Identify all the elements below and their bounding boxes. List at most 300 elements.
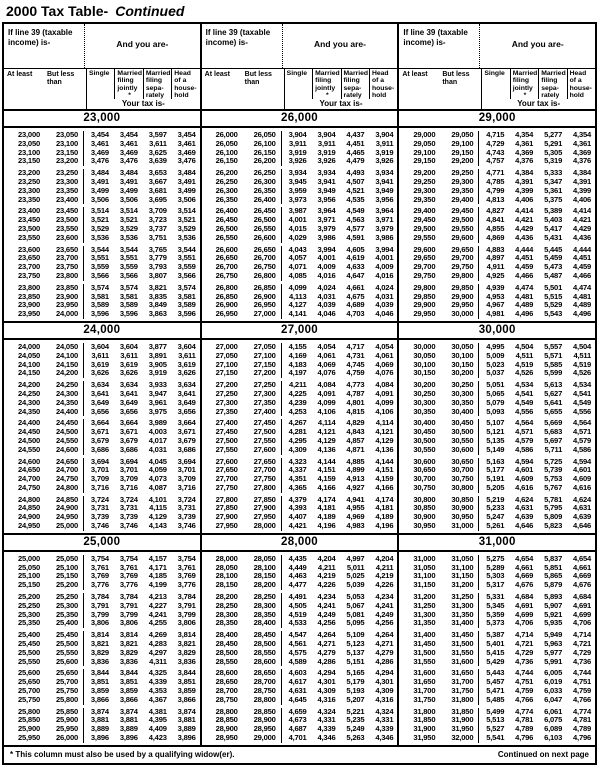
cell-tax-married-separate: 4,717 — [346, 341, 365, 351]
cell-but-less-than: 31,150 — [451, 571, 474, 581]
cell-but-less-than: 31,650 — [451, 668, 474, 678]
cell-at-least: 25,750 — [17, 694, 40, 704]
your-tax-is-label: Your tax is- — [87, 99, 200, 109]
cell-at-least: 31,000 — [413, 553, 436, 563]
cell-tax-married-joint: 3,574 — [119, 282, 138, 292]
cell-tax-head-household: 4,121 — [375, 427, 394, 437]
cell-tax-married-joint: 3,686 — [119, 444, 138, 454]
cell-but-less-than: 27,100 — [253, 350, 276, 360]
cell-tax-married-separate: 6,033 — [544, 686, 563, 696]
cell-tax-single: 5,177 — [486, 465, 505, 475]
cell-at-least: 23,200 — [17, 168, 40, 178]
cell-tax-married-joint: 3,634 — [119, 380, 138, 390]
cell-at-least: 27,250 — [215, 388, 238, 398]
cell-but-less-than: 32,000 — [451, 733, 474, 743]
tax-values — [83, 408, 200, 417]
cell-at-least: 30,100 — [413, 359, 436, 369]
cell-tax-married-joint: 3,799 — [119, 609, 138, 619]
cell-tax-single: 3,761 — [90, 562, 109, 572]
cell-tax-single: 3,769 — [90, 571, 109, 581]
cell-but-less-than: 25,350 — [55, 609, 78, 619]
cell-tax-head-household: 4,061 — [375, 350, 394, 360]
cell-tax-married-separate: 5,949 — [544, 630, 563, 640]
cell-at-least: 30,350 — [413, 406, 436, 416]
cell-tax-single: 3,821 — [90, 639, 109, 649]
cell-at-least: 30,900 — [413, 512, 436, 522]
cell-at-least: 31,850 — [413, 715, 436, 725]
cell-tax-single: 3,634 — [90, 380, 109, 390]
cell-tax-head-household: 3,656 — [177, 406, 196, 416]
cell-tax-married-separate: 5,585 — [544, 359, 563, 369]
cell-tax-single: 3,739 — [90, 512, 109, 522]
cell-at-least: 29,350 — [413, 194, 436, 204]
cell-at-least: 23,800 — [17, 282, 40, 292]
cell-tax-head-household: 4,631 — [573, 503, 592, 513]
cell-tax-head-household: 4,136 — [375, 444, 394, 454]
cell-at-least: 24,500 — [17, 435, 40, 445]
cell-at-least: 28,100 — [215, 571, 238, 581]
cell-tax-single: 3,491 — [90, 176, 109, 186]
cell-but-less-than: 29,200 — [451, 156, 474, 166]
row-cluster — [4, 284, 200, 319]
cell-but-less-than: 23,900 — [55, 291, 78, 301]
cell-tax-married-joint: 4,699 — [515, 609, 534, 619]
cell-at-least: 23,100 — [17, 147, 40, 157]
block-header: 31,000 — [399, 535, 595, 552]
cell-tax-single: 5,247 — [486, 512, 505, 522]
cell-tax-head-household: 4,114 — [375, 418, 394, 428]
cell-tax-married-separate: 3,779 — [148, 253, 167, 263]
cell-but-less-than: 26,350 — [253, 185, 276, 195]
row-cluster — [202, 169, 398, 204]
cell-but-less-than: 25,900 — [55, 715, 78, 725]
cell-tax-married-separate: 3,709 — [148, 206, 167, 216]
cell-tax-married-separate: 5,627 — [544, 388, 563, 398]
cell-tax-married-separate: 5,795 — [544, 503, 563, 513]
block-header: 28,000 — [202, 535, 398, 552]
tax-values — [478, 196, 595, 205]
cell-tax-married-joint: 4,669 — [515, 571, 534, 581]
tax-values — [281, 369, 398, 378]
cell-at-least: 28,250 — [215, 600, 238, 610]
cell-tax-head-household: 4,159 — [375, 474, 394, 484]
cell-tax-married-joint: 4,601 — [515, 465, 534, 475]
table-row — [202, 272, 398, 281]
table-row — [399, 658, 595, 667]
cell-tax-single: 3,874 — [90, 706, 109, 716]
cell-tax-single: 5,429 — [486, 656, 505, 666]
cell-tax-head-household: 3,679 — [177, 435, 196, 445]
cell-tax-head-household: 3,761 — [177, 562, 196, 572]
cell-at-least: 25,400 — [17, 630, 40, 640]
cell-tax-married-separate: 4,885 — [346, 456, 365, 466]
cell-tax-single: 5,289 — [486, 562, 505, 572]
cell-at-least: 26,350 — [215, 194, 238, 204]
cell-tax-head-household: 4,796 — [573, 733, 592, 743]
cell-tax-married-separate: 4,031 — [148, 444, 167, 454]
cell-tax-head-household: 4,789 — [573, 724, 592, 734]
cell-at-least: 28,150 — [215, 580, 238, 590]
cell-at-least: 24,550 — [17, 444, 40, 454]
cell-tax-single: 3,754 — [90, 553, 109, 563]
cell-tax-married-separate: 4,661 — [346, 282, 365, 292]
cell-tax-married-joint: 3,971 — [317, 215, 336, 225]
cell-tax-single: 5,009 — [486, 350, 505, 360]
cell-tax-married-joint: 3,664 — [119, 418, 138, 428]
cell-tax-single: 5,415 — [486, 647, 505, 657]
header-columns-row — [4, 69, 200, 109]
cell-tax-head-household: 4,706 — [573, 618, 592, 628]
cell-at-least: 31,900 — [413, 724, 436, 734]
cell-but-less-than: 26,750 — [253, 262, 276, 272]
cell-at-least: 27,400 — [215, 418, 238, 428]
cell-but-less-than: 26,600 — [253, 232, 276, 242]
col-header-married-filing-separately: Married filing sepa- rately — [341, 69, 369, 109]
cell-tax-head-household: 4,534 — [573, 380, 592, 390]
cell-tax-married-separate: 3,597 — [148, 130, 167, 139]
cell-tax-head-household: 4,474 — [573, 282, 592, 292]
cell-at-least: 30,750 — [413, 482, 436, 492]
cell-but-less-than: 24,100 — [55, 350, 78, 360]
cell-tax-married-separate: 5,557 — [544, 341, 563, 351]
cell-tax-head-household: 3,746 — [177, 521, 196, 531]
cell-tax-married-separate: 4,787 — [346, 388, 365, 398]
cell-tax-married-joint: 3,521 — [119, 215, 138, 225]
cell-tax-married-separate: 5,137 — [346, 647, 365, 657]
cell-tax-head-household: 3,484 — [177, 168, 196, 178]
cell-tax-single: 3,536 — [90, 232, 109, 242]
table-row — [4, 408, 200, 417]
cell-tax-single: 3,746 — [90, 521, 109, 531]
cell-tax-married-separate: 5,235 — [346, 715, 365, 725]
cell-but-less-than: 26,100 — [253, 138, 276, 148]
cell-at-least: 30,550 — [413, 444, 436, 454]
cell-at-least: 29,200 — [413, 168, 436, 178]
cell-at-least: 30,600 — [413, 456, 436, 466]
tax-values — [478, 484, 595, 493]
cell-at-least: 29,950 — [413, 309, 436, 319]
cell-at-least: 24,700 — [17, 474, 40, 484]
cell-tax-single: 5,541 — [486, 733, 505, 743]
cell-but-less-than: 29,950 — [451, 300, 474, 310]
cell-at-least: 28,650 — [215, 677, 238, 687]
cell-tax-single: 4,995 — [486, 341, 505, 351]
cell-at-least: 29,450 — [413, 215, 436, 225]
cell-but-less-than: 23,850 — [55, 282, 78, 292]
cell-tax-married-separate: 4,353 — [148, 686, 167, 696]
cell-tax-single: 3,671 — [90, 427, 109, 437]
cell-tax-married-joint: 3,776 — [119, 580, 138, 590]
cell-tax-single: 3,911 — [289, 138, 307, 148]
group-header — [399, 24, 595, 111]
table-row — [4, 234, 200, 243]
cell-tax-single: 4,869 — [486, 232, 505, 242]
cell-tax-married-separate: 3,877 — [148, 341, 167, 351]
table-row — [4, 157, 200, 166]
cell-tax-married-separate: 4,913 — [346, 474, 365, 484]
cell-at-least: 31,400 — [413, 630, 436, 640]
cell-but-less-than: 31,350 — [451, 609, 474, 619]
cell-at-least: 24,950 — [17, 521, 40, 531]
cell-tax-single: 3,934 — [288, 168, 307, 178]
page-title — [6, 3, 184, 19]
cell-tax-married-separate: 3,765 — [148, 244, 167, 254]
cell-tax-married-separate: 5,739 — [544, 465, 563, 475]
cell-tax-single: 3,859 — [90, 686, 109, 696]
cell-tax-married-separate: 4,731 — [346, 350, 365, 360]
cell-but-less-than: 23,300 — [55, 176, 78, 186]
tax-values — [478, 272, 595, 281]
cell-tax-single: 3,881 — [90, 715, 109, 725]
cell-tax-single: 3,896 — [90, 733, 109, 743]
cell-tax-single: 4,617 — [288, 677, 307, 687]
table-row — [4, 310, 200, 319]
cell-but-less-than: 29,050 — [451, 130, 474, 139]
income-block — [399, 111, 595, 321]
tax-values — [281, 234, 398, 243]
cell-tax-married-separate: 3,891 — [148, 350, 167, 360]
cell-tax-married-joint: 4,354 — [515, 130, 534, 139]
cell-but-less-than: 24,400 — [55, 406, 78, 416]
cell-but-less-than: 24,700 — [55, 465, 78, 475]
cell-tax-married-separate: 4,003 — [148, 427, 167, 437]
cell-at-least: 27,650 — [215, 465, 238, 475]
cell-tax-single: 5,219 — [486, 494, 505, 504]
cell-at-least: 27,150 — [215, 368, 238, 378]
cell-tax-single: 4,533 — [288, 618, 307, 628]
cell-tax-head-household: 3,956 — [375, 194, 394, 204]
cell-tax-single: 4,561 — [288, 639, 307, 649]
cell-but-less-than: 26,400 — [253, 194, 276, 204]
cell-tax-married-joint: 4,616 — [515, 482, 534, 492]
cell-at-least: 27,900 — [215, 512, 238, 522]
cell-tax-married-separate: 4,255 — [148, 618, 167, 628]
cell-tax-head-household: 4,226 — [375, 580, 394, 590]
cell-at-least: 27,700 — [215, 474, 238, 484]
cell-tax-single: 3,499 — [90, 185, 109, 195]
cell-tax-married-separate: 5,907 — [544, 600, 563, 610]
cell-tax-single: 3,559 — [90, 262, 109, 272]
cell-tax-married-joint: 3,581 — [119, 291, 138, 301]
col-header-head-of-household: Head of a house- hold — [171, 69, 199, 109]
tax-values — [281, 522, 398, 531]
cell-but-less-than: 24,550 — [55, 435, 78, 445]
cell-tax-married-joint: 3,469 — [119, 147, 138, 157]
cell-at-least: 24,150 — [17, 368, 40, 378]
cell-at-least: 29,000 — [413, 130, 436, 139]
cell-tax-head-household: 4,151 — [375, 465, 394, 475]
cell-at-least: 26,500 — [215, 223, 238, 233]
table-row — [399, 446, 595, 455]
cell-tax-head-household: 3,701 — [177, 465, 196, 475]
cell-but-less-than: 23,700 — [55, 253, 78, 263]
tax-values — [281, 734, 398, 743]
cell-tax-head-household: 3,566 — [177, 270, 196, 280]
cell-at-least: 28,200 — [215, 592, 238, 602]
cell-tax-head-household: 3,581 — [177, 291, 196, 301]
cell-tax-married-joint: 3,859 — [119, 686, 138, 696]
income-block — [4, 533, 200, 745]
cell-at-least: 27,600 — [215, 456, 238, 466]
cell-tax-single: 4,323 — [288, 456, 307, 466]
cell-tax-married-separate: 5,291 — [544, 138, 563, 148]
cell-tax-married-separate: 4,395 — [148, 715, 167, 725]
blocks — [202, 111, 398, 745]
cell-tax-married-joint: 4,151 — [317, 465, 336, 475]
cell-tax-head-household: 4,354 — [573, 130, 592, 139]
cell-at-least: 28,750 — [215, 694, 238, 704]
cell-tax-married-separate: 4,843 — [346, 427, 365, 437]
cell-tax-head-household: 4,436 — [573, 232, 592, 242]
cell-tax-single: 4,393 — [288, 503, 307, 513]
cell-tax-married-separate: 5,011 — [346, 562, 365, 572]
cell-tax-married-joint: 4,624 — [515, 494, 534, 504]
cell-tax-married-separate: 5,641 — [544, 397, 563, 407]
cell-at-least: 31,300 — [413, 609, 436, 619]
col-header-but-less-than: But less than — [244, 71, 272, 86]
cell-at-least: 29,500 — [413, 223, 436, 233]
cell-tax-head-household: 4,316 — [375, 694, 394, 704]
cell-tax-married-joint: 3,679 — [119, 435, 138, 445]
cell-tax-married-joint: 4,054 — [317, 341, 336, 351]
cell-at-least: 26,050 — [215, 138, 238, 148]
row-cluster — [202, 131, 398, 166]
cell-tax-head-household: 4,616 — [573, 482, 592, 492]
cell-tax-married-separate: 4,521 — [346, 185, 365, 195]
cell-tax-married-separate: 5,361 — [544, 185, 563, 195]
cell-but-less-than: 29,850 — [451, 282, 474, 292]
cell-tax-married-joint: 4,301 — [317, 677, 336, 687]
cell-tax-head-household: 4,699 — [573, 609, 592, 619]
cell-tax-married-joint: 4,339 — [317, 724, 336, 734]
cell-tax-married-separate: 5,095 — [346, 618, 365, 628]
cell-tax-married-joint: 4,751 — [515, 677, 534, 687]
cell-tax-married-joint: 3,454 — [119, 130, 138, 139]
cell-tax-married-separate: 4,969 — [346, 512, 365, 522]
cell-tax-married-separate: 4,507 — [346, 176, 365, 186]
cell-tax-married-separate: 6,075 — [544, 715, 563, 725]
cell-tax-single: 4,603 — [288, 668, 307, 678]
cell-at-least: 23,650 — [17, 253, 40, 263]
tax-values — [83, 619, 200, 628]
cell-tax-head-household: 3,694 — [177, 456, 196, 466]
cell-tax-married-joint: 4,069 — [317, 359, 336, 369]
cell-tax-married-joint: 4,196 — [317, 521, 336, 531]
row-cluster — [202, 246, 398, 281]
cell-at-least: 26,450 — [215, 215, 238, 225]
tax-values — [478, 234, 595, 243]
cell-tax-single: 5,527 — [486, 724, 505, 734]
row-cluster — [399, 496, 595, 531]
cell-at-least: 28,850 — [215, 715, 238, 725]
cell-tax-married-joint: 4,406 — [515, 194, 534, 204]
cell-but-less-than: 31,950 — [451, 724, 474, 734]
cell-at-least: 27,500 — [215, 435, 238, 445]
row-cluster — [202, 284, 398, 319]
cell-but-less-than: 25,200 — [55, 580, 78, 590]
cell-at-least: 23,300 — [17, 185, 40, 195]
col-header-single: Single — [286, 70, 308, 77]
cell-at-least: 24,450 — [17, 427, 40, 437]
cell-tax-married-separate: 5,193 — [346, 686, 365, 696]
cell-tax-married-joint: 4,361 — [515, 138, 534, 148]
cell-tax-married-separate: 5,571 — [544, 350, 563, 360]
cell-tax-single: 5,373 — [486, 618, 505, 628]
tax-values — [83, 369, 200, 378]
cell-tax-single: 3,454 — [90, 130, 109, 139]
income-block — [399, 533, 595, 745]
income-block — [4, 111, 200, 321]
cell-at-least: 31,950 — [413, 733, 436, 743]
cell-at-least: 24,400 — [17, 418, 40, 428]
table-footer — [4, 745, 595, 763]
row-cluster — [202, 669, 398, 704]
cell-tax-head-household: 4,294 — [375, 668, 394, 678]
cell-tax-head-household: 3,806 — [177, 618, 196, 628]
cell-tax-head-household: 3,836 — [177, 656, 196, 666]
cell-tax-single: 4,911 — [486, 262, 505, 272]
cell-at-least: 28,800 — [215, 706, 238, 716]
cell-tax-married-separate: 4,087 — [148, 482, 167, 492]
cell-tax-married-joint: 4,631 — [515, 503, 534, 513]
cell-tax-head-household: 4,691 — [573, 600, 592, 610]
col-header-at-least: At least — [402, 71, 428, 78]
cell-but-less-than: 28,750 — [253, 686, 276, 696]
cell-at-least: 28,550 — [215, 656, 238, 666]
tax-values — [83, 581, 200, 590]
cell-tax-single: 3,469 — [90, 147, 109, 157]
cell-tax-married-separate: 3,849 — [148, 300, 167, 310]
cell-tax-married-joint: 3,739 — [119, 512, 138, 522]
row-cluster — [202, 381, 398, 416]
cell-tax-single: 3,973 — [288, 194, 307, 204]
cell-but-less-than: 24,950 — [55, 512, 78, 522]
cell-tax-head-household: 4,751 — [573, 677, 592, 687]
cell-tax-married-joint: 4,736 — [515, 656, 534, 666]
cell-at-least: 28,450 — [215, 639, 238, 649]
cell-at-least: 31,650 — [413, 677, 436, 687]
cell-tax-married-joint: 3,746 — [119, 521, 138, 531]
cell-tax-head-household: 4,331 — [375, 715, 394, 725]
cell-but-less-than: 24,250 — [55, 380, 78, 390]
cell-tax-head-household: 4,031 — [375, 291, 394, 301]
cell-tax-married-joint: 4,264 — [317, 630, 336, 640]
cell-tax-head-household: 4,204 — [375, 553, 394, 563]
cell-tax-single: 5,163 — [486, 456, 505, 466]
cell-tax-married-joint: 3,596 — [119, 309, 138, 319]
cell-tax-head-household: 3,776 — [177, 580, 196, 590]
row-cluster — [202, 708, 398, 743]
table-row — [202, 484, 398, 493]
cell-tax-married-joint: 3,979 — [317, 223, 336, 233]
title-continued: Continued — [115, 3, 185, 19]
cell-tax-married-joint: 3,829 — [119, 647, 138, 657]
cell-at-least: 25,900 — [17, 724, 40, 734]
cell-tax-single: 3,641 — [90, 388, 109, 398]
cell-tax-head-household: 4,601 — [573, 465, 592, 475]
cell-tax-married-joint: 3,551 — [119, 253, 138, 263]
cell-tax-married-separate: 4,017 — [148, 435, 167, 445]
cell-at-least: 27,750 — [215, 482, 238, 492]
cell-tax-single: 3,679 — [90, 435, 109, 445]
cell-tax-married-joint: 3,649 — [119, 397, 138, 407]
cell-tax-head-household: 4,391 — [573, 176, 592, 186]
cell-tax-married-separate: 5,403 — [544, 215, 563, 225]
cell-tax-head-household: 4,661 — [573, 562, 592, 572]
table-row — [4, 734, 200, 743]
cell-tax-married-joint: 3,559 — [119, 262, 138, 272]
table-row — [202, 157, 398, 166]
